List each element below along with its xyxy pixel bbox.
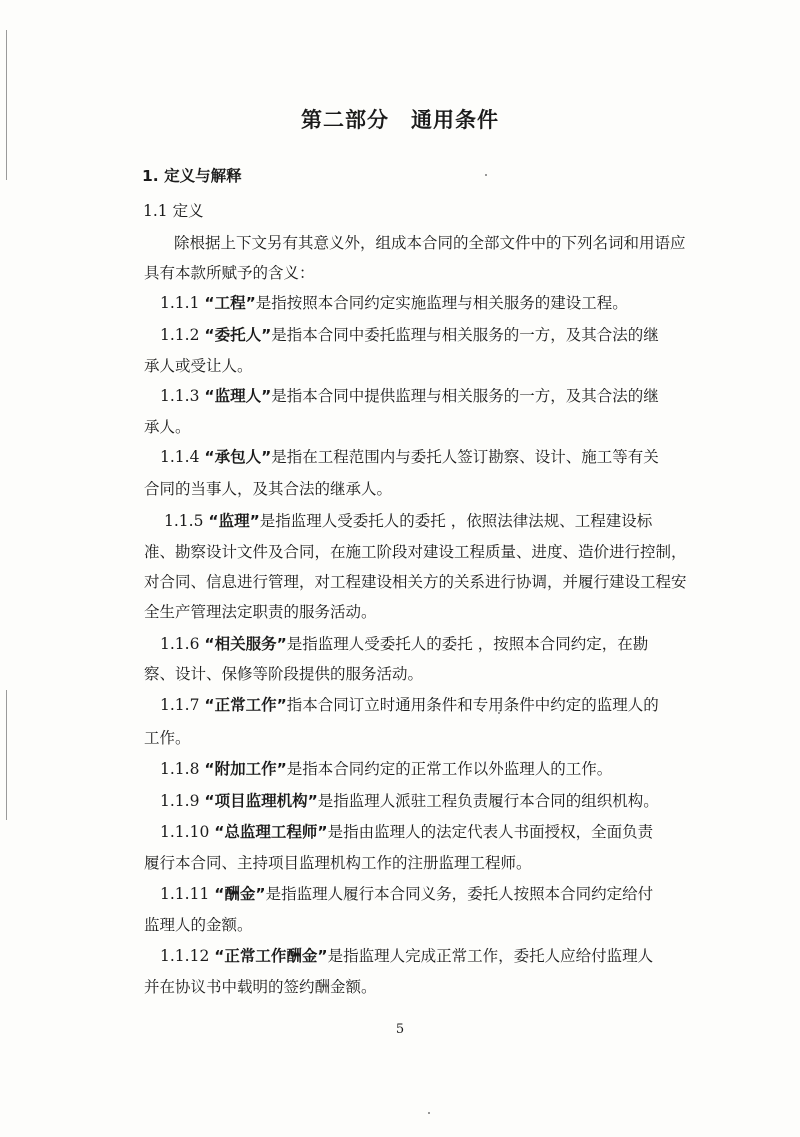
clause-number: 1.1.6 [160,635,200,653]
clause-term: “酬金” [214,885,266,903]
clause-text-continued: 履行本合同、主持项目监理机构工作的注册监理工程师。 [144,854,532,872]
clause-term: “监理” [208,512,260,530]
clause-1-1-9 [160,791,659,811]
clause-text-continued: 监理人的金额。 [144,916,253,934]
clause-term: “正常工作酬金” [214,947,328,965]
clause-text-continued: 并在协议书中载明的签约酬金额。 [144,978,377,996]
clause-text: 是指本合同中委托监理与相关服务的一方，及其合法的继 [271,326,659,344]
clause-number: 1.1.2 [160,326,200,344]
clause-number: 1.1.4 [160,448,200,466]
clause-text: 是指监理人履行本合同义务，委托人按照本合同约定给付 [265,885,654,903]
clause-term: “总监理工程师” [214,823,328,841]
clause-text: 是指监理人受委托人的委托 ，按照本合同约定，在勘 [286,635,649,653]
scan-edge-mark [6,690,7,820]
scan-speck [428,1112,430,1114]
page-title: 第二部分 通用条件 [301,108,499,132]
clause-number: 1.1.7 [160,696,200,714]
clause-text: 是指在工程范围内与委托人签订勘察、设计、施工等有关 [271,448,659,466]
clause-text-continued: 合同的当事人，及其合法的继承人。 [144,480,393,498]
clause-number: 1.1.10 [160,823,210,841]
subsection-heading: 1.1 定义 [143,202,204,220]
clause-text-continued: 全生产管理法定职责的服务活动。 [144,603,377,621]
clause-1-1-12 [160,946,653,966]
clause-1-1-2 [160,325,659,345]
clause-1-1-1 [160,293,628,313]
scan-speck [485,174,487,176]
clause-text-continued: 准、勘察设计文件及合同，在施工阶段对建设工程质量、进度、造价进行控制， [144,543,687,561]
clause-number: 1.1.11 [160,885,210,903]
clause-1-1-7 [160,695,659,715]
clause-text: 是指本合同中提供监理与相关服务的一方，及其合法的继 [271,387,659,405]
section-heading: 1. 定义与解释 [142,167,242,185]
clause-1-1-10 [160,822,653,842]
clause-1-1-11 [160,884,653,904]
clause-1-1-3 [160,386,659,406]
clause-text: 是指监理人完成正常工作，委托人应给付监理人 [327,947,654,965]
clause-term: “监理人” [204,387,272,405]
clause-text-continued: 承人。 [144,418,191,436]
clause-term: “附加工作” [204,760,287,778]
clause-number: 1.1.8 [160,760,200,778]
clause-text-continued: 承人或受让人。 [144,357,253,375]
clause-1-1-4 [160,447,659,467]
clause-term: “工程” [204,294,256,312]
clause-text-continued: 工作。 [144,729,191,747]
page-number: 5 [395,1022,405,1037]
clause-number: 1.1.5 [164,512,204,530]
clause-text: 是指监理人派驻工程负责履行本合同的组织机构。 [317,792,659,810]
intro-text: 具有本款所赋予的含义： [144,264,315,282]
clause-text: 是指本合同约定的正常工作以外监理人的工作。 [286,760,613,778]
clause-text: 是指监理人受委托人的委托 ，依照法律法规、工程建设标 [259,512,653,530]
clause-number: 1.1.9 [160,792,200,810]
clause-text: 指本合同订立时通用条件和专用条件中约定的监理人的 [286,696,659,714]
clause-term: “正常工作” [204,696,287,714]
clause-text: 是指按照本合同约定实施监理与相关服务的建设工程。 [255,294,628,312]
clause-number: 1.1.3 [160,387,200,405]
clause-1-1-5 [164,511,652,531]
clause-text: 是指由监理人的法定代表人书面授权，全面负责 [327,823,654,841]
clause-1-1-6 [160,634,648,654]
intro-text: 除根据上下文另有其意义外，组成本合同的全部文件中的下列名词和用语应 [174,234,686,252]
clause-term: “相关服务” [204,635,287,653]
clause-term: “委托人” [204,326,272,344]
clause-number: 1.1.12 [160,947,210,965]
clause-term: “承包人” [204,448,272,466]
clause-number: 1.1.1 [160,294,200,312]
clause-term: “项目监理机构” [204,792,318,810]
clause-1-1-8 [160,759,612,779]
clause-text-continued: 察、设计、保修等阶段提供的服务活动。 [144,665,424,683]
clause-text-continued: 对合同、信息进行管理，对工程建设相关方的关系进行协调，并履行建设工程安 [144,573,687,591]
